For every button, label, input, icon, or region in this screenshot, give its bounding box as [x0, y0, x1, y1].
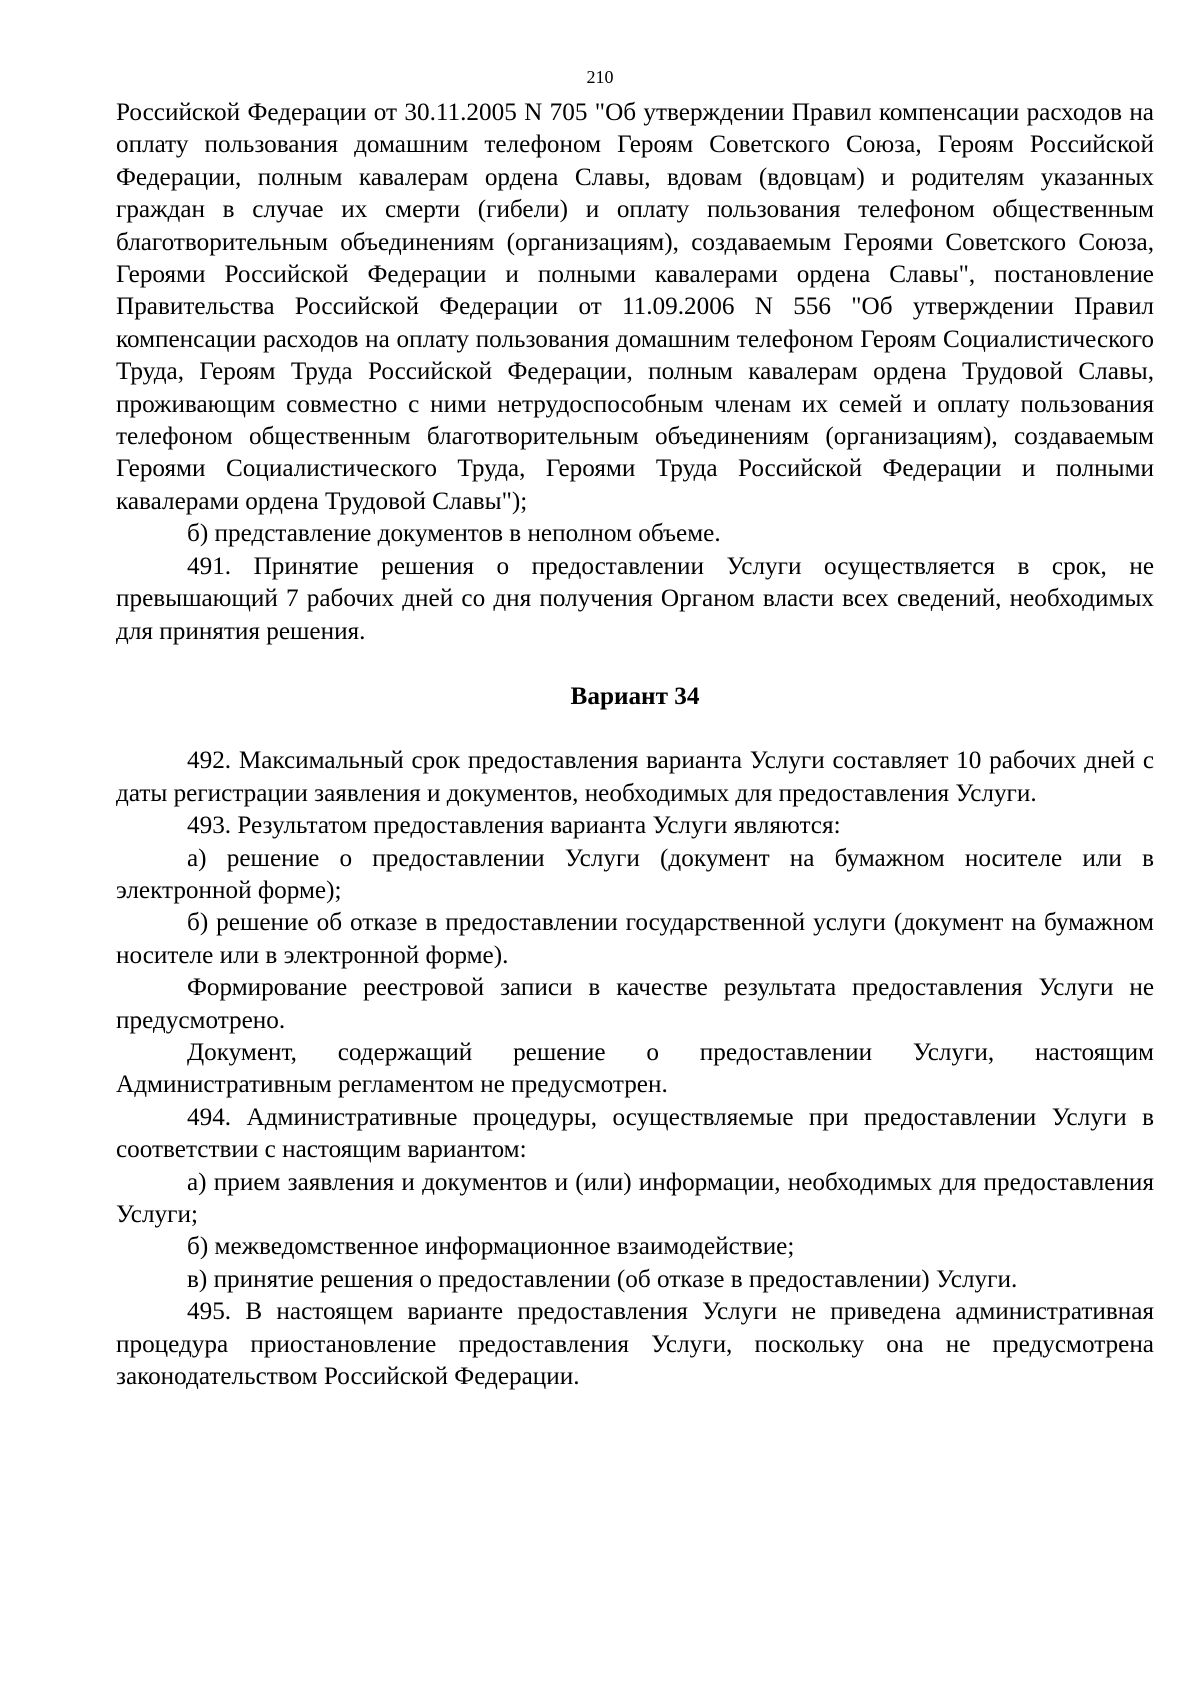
paragraph: 494. Административные процедуры, осуществляемые при предоставлении Услуги в соответствии с настоящим вариантом:	[116, 1103, 1154, 1164]
paragraph: б) решение об отказе в предоставлении государственной услуги (документ на бумажном носителе или в электронной форме).	[116, 909, 1154, 969]
paragraph: в) принятие решения о предоставлении (об отказе в предоставлении) Услуги.	[187, 1265, 1018, 1293]
paragraph: а) прием заявления и документов и (или) информации, необходимых для предоставления Услуги;	[116, 1168, 1154, 1228]
paragraphs-after-heading	[116, 745, 1154, 1393]
paragraphs-before-heading	[116, 97, 1154, 648]
paragraph: Российской Федерации от 30.11.2005 N 705 "Об утверждении Правил компенсации расходов на оплату пользования домашним телефоном Героям Советского Союза, Героям Российской Федерации, полным кавалерам ордена Славы, вдовам (вдовцам) и родителям указанных граждан в случае их смерти (гибели) и оплату пользования телефоном общественным благотворительным объединениям (организациям), создаваемым Героями Советского Союза, Героями Российской Федерации и полными кавалерами ордена Славы", постановление Правительства Российской Федерации от 11.09.2006 N 556 "Об утверждении Правил компенсации расходов на оплату пользования домашним телефоном Героям Социалистического Труда, Героям Труда Российской Федерации, полным кавалерам ордена Трудовой Славы, проживающим совместно с ними нетрудоспособным членам их семей и оплату пользования телефоном общественным благотворительным объединениям (организациям), создаваемым Героями Социалистического Труда, Героями Труда Российской Федерации и полными кавалерами ордена Трудовой Славы");	[116, 99, 1154, 515]
paragraph: 495. В настоящем варианте предоставления Услуги не приведена административная процедура приостановление предоставления Услуги, поскольку она не предусмотрена законодательством Российской Федерации.	[116, 1298, 1154, 1391]
paragraph: б) представление документов в неполном объеме.	[187, 520, 721, 548]
paragraph: Формирование реестровой записи в качестве результата предоставления Услуги не предусмотрено.	[116, 974, 1154, 1034]
document-body	[116, 97, 1154, 1393]
paragraph: Документ, содержащий решение о предоставлении Услуги, настоящим Административным регламентом не предусмотрен.	[116, 1038, 1154, 1099]
paragraph: 493. Результатом предоставления варианта Услуги являются:	[187, 812, 841, 840]
paragraph: б) межведомственное информационное взаимодействие;	[187, 1233, 795, 1261]
paragraph: 492. Максимальный срок предоставления варианта Услуги составляет 10 рабочих дней с даты регистрации заявления и документов, необходимых для предоставления Услуги.	[116, 747, 1154, 807]
paragraph: 491. Принятие решения о предоставлении Услуги осуществляется в срок, не превышающий 7 рабочих дней со дня получения Органом власти всех сведений, необходимых для принятия решения.	[116, 552, 1154, 645]
section-heading: Вариант 34	[570, 682, 700, 710]
page-number: 210	[586, 67, 614, 87]
paragraph: а) решение о предоставлении Услуги (документ на бумажном носителе или в электронной форме);	[116, 844, 1154, 904]
